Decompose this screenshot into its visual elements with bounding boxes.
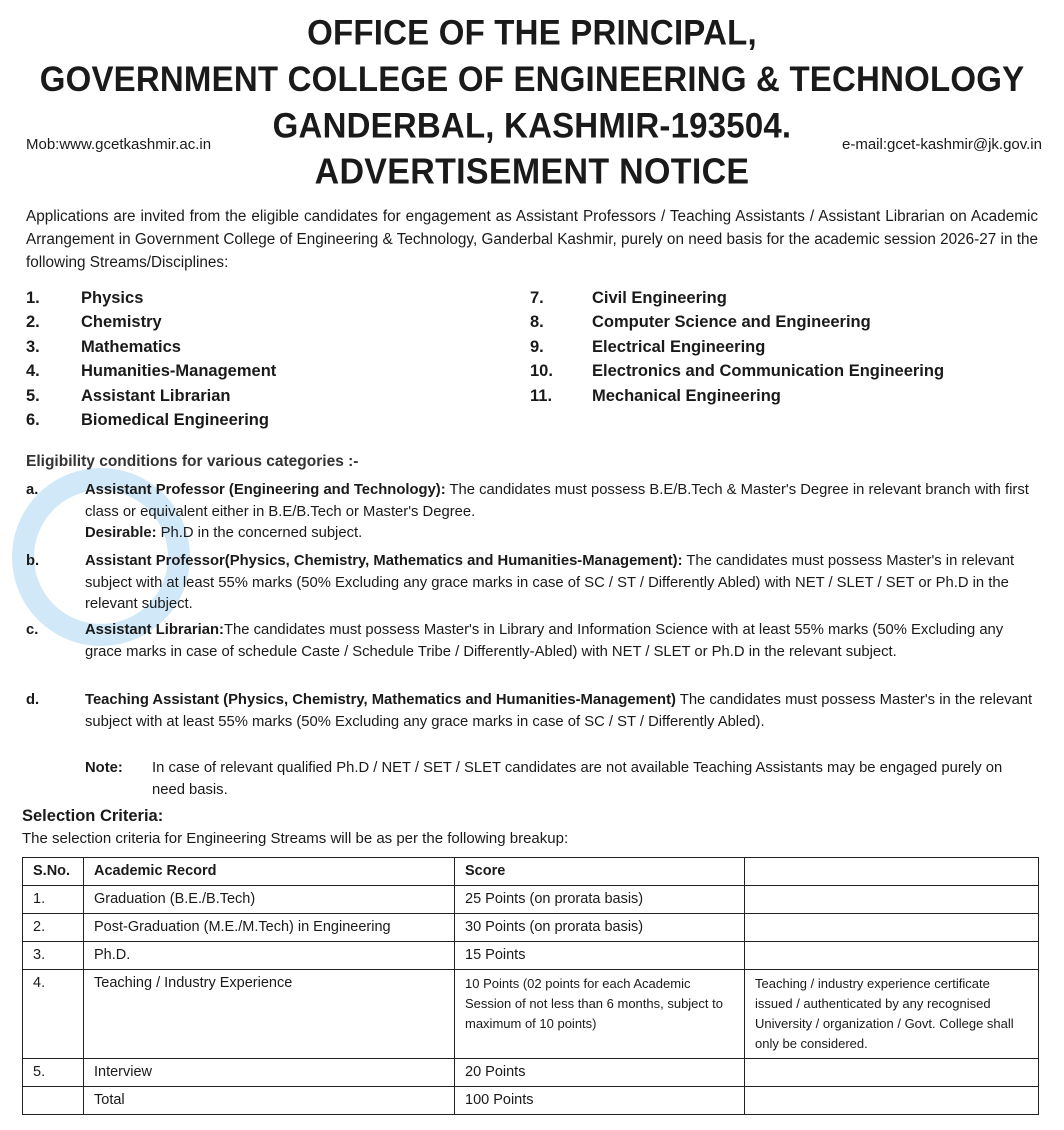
table-row [23, 942, 1039, 970]
cell-score: 10 Points (02 points for each Academic Session of not less than 6 months, subject to maximum of 10 points) [455, 970, 745, 1059]
cell-score: 25 Points (on prorata basis) [455, 886, 745, 914]
cell-sno: 1. [23, 886, 84, 914]
eligibility-heading: Eligibility conditions for various categories :- [26, 453, 359, 470]
table-header-row [23, 858, 1039, 886]
stream-number: 4. [26, 362, 40, 381]
stream-number: 11. [530, 386, 553, 405]
stream-name: Electronics and Communication Engineering [592, 362, 945, 381]
email-address: e-mail:gcet-kashmir@jk.gov.in [841, 136, 1042, 153]
item-text: The candidates must possess B.E/B.Tech & Master's Degree in relevant branch with first class or equivalent either in B.E/B.Tech or Master's Degree. [85, 482, 1029, 520]
stream-name: Electrical Engineering [592, 337, 766, 356]
table-row [23, 1059, 1039, 1087]
cell-record: Interview [84, 1059, 455, 1087]
stream-name: Humanities-Management [81, 362, 277, 381]
cell-record: Ph.D. [84, 942, 455, 970]
stream-item [530, 286, 944, 311]
cell-score: 100 Points [455, 1087, 745, 1115]
office-line-2: GOVERNMENT COLLEGE OF ENGINEERING & TECHNOLOGY [39, 58, 1025, 99]
table-row [23, 970, 1039, 1059]
column-header: Score [455, 858, 745, 886]
item-title: Assistant Professor(Physics, Chemistry, Mathematics and Humanities-Management): [85, 553, 683, 569]
cell-remark: Teaching / industry experience certificate issued / authenticated by any recognised University / organization / Govt. College shall only be considered. [745, 970, 1039, 1059]
streams-left-column [26, 286, 276, 433]
stream-number: 2. [26, 313, 40, 332]
column-header: Academic Record [84, 858, 455, 886]
cell-sno [23, 1087, 84, 1115]
selection-heading: Selection Criteria: [22, 807, 164, 825]
stream-name: Chemistry [81, 313, 162, 332]
stream-item [530, 384, 944, 409]
item-text: The candidates must possess Master's in relevant subject with at least 55% marks (50% Excluding any grace marks in case of SC / ST / Differently Abled) with NET / SLET / SET or Ph.D in the relevant subject. [85, 553, 1015, 612]
stream-number: 5. [26, 386, 40, 405]
cell-score: 20 Points [455, 1059, 745, 1087]
stream-name: Assistant Librarian [81, 386, 231, 405]
table-row [23, 914, 1039, 942]
stream-number: 6. [26, 411, 40, 430]
stream-name: Civil Engineering [592, 288, 727, 307]
stream-item [26, 360, 276, 385]
stream-number: 3. [26, 337, 40, 356]
note-text: In case of relevant qualified Ph.D / NET / SET / SLET candidates are not available Teaching Assistants may be engaged purely on need basis. [152, 760, 1003, 798]
item-letter: c. [26, 622, 39, 638]
note-block [85, 758, 1015, 801]
stream-item [26, 335, 276, 360]
stream-number: 1. [26, 288, 40, 307]
stream-name: Biomedical Engineering [81, 411, 269, 430]
cell-sno: 3. [23, 942, 84, 970]
stream-item [530, 311, 944, 336]
desirable-label: Desirable: [85, 525, 157, 541]
column-header: S.No. [23, 858, 84, 886]
stream-number: 9. [530, 337, 544, 356]
office-line-1: OFFICE OF THE PRINCIPAL, [307, 12, 757, 53]
stream-item [26, 311, 276, 336]
eligibility-item-c [26, 620, 1038, 663]
selection-criteria-table [22, 857, 1039, 1115]
item-title: Teaching Assistant (Physics, Chemistry, Mathematics and Humanities-Management) [85, 692, 676, 708]
item-title: Assistant Librarian: [85, 622, 224, 638]
column-header [745, 858, 1039, 886]
cell-record: Post-Graduation (M.E./M.Tech) in Engineering [84, 914, 455, 942]
cell-remark [745, 886, 1039, 914]
eligibility-item-b [26, 551, 1038, 616]
office-line-3: GANDERBAL, KASHMIR-193504. [272, 104, 792, 145]
cell-remark [745, 1059, 1039, 1087]
notice-title: ADVERTISEMENT NOTICE [314, 152, 750, 192]
item-text: The candidates must possess Master's in Library and Information Science with at least 55% marks (50% Excluding any grace marks in case of schedule Caste / Schedule Tribe / Differently-Abled) with NET / SLET or Ph.D in the relevant subject. [85, 622, 1004, 660]
cell-score: 30 Points (on prorata basis) [455, 914, 745, 942]
cell-record: Graduation (B.E./B.Tech) [84, 886, 455, 914]
cell-sno: 4. [23, 970, 84, 1059]
streams-right-column [530, 286, 944, 409]
cell-remark [745, 1087, 1039, 1115]
stream-name: Physics [81, 288, 144, 307]
item-letter: a. [26, 482, 39, 498]
cell-sno: 2. [23, 914, 84, 942]
table-row [23, 886, 1039, 914]
item-text: The candidates must possess Master's in the relevant subject with at least 55% marks (50% Excluding any grace marks in case of SC / ST / Differently Abled). [85, 692, 1033, 730]
stream-name: Computer Science and Engineering [592, 313, 871, 332]
stream-name: Mathematics [81, 337, 181, 356]
stream-name: Mechanical Engineering [592, 386, 781, 405]
cell-record: Total [84, 1087, 455, 1115]
desirable-text: Ph.D in the concerned subject. [156, 525, 363, 541]
item-letter: d. [26, 692, 40, 708]
selection-subtext: The selection criteria for Engineering Streams will be as per the following breakup: [22, 830, 569, 847]
item-title: Assistant Professor (Engineering and Technology): [85, 482, 446, 498]
stream-item [530, 335, 944, 360]
cell-sno: 5. [23, 1059, 84, 1087]
mobile-website: Mob:www.gcetkashmir.ac.in [26, 136, 212, 153]
stream-item [26, 409, 276, 434]
stream-number: 8. [530, 313, 544, 332]
table-row-total [23, 1087, 1039, 1115]
cell-score: 15 Points [455, 942, 745, 970]
stream-item [26, 286, 276, 311]
stream-item [530, 360, 944, 385]
stream-item [26, 384, 276, 409]
cell-remark [745, 914, 1039, 942]
intro-paragraph: Applications are invited from the eligible candidates for engagement as Assistant Professors / Teaching Assistants / Assistant Librarian on Academic Arrangement in Government College of Engineering & Technology, Ganderbal Kashmir, purely on need basis for the academic session 2026-27 in the following Streams/Disciplines: [26, 208, 1038, 271]
note-label: Note: [85, 760, 123, 776]
cell-record: Teaching / Industry Experience [84, 970, 455, 1059]
item-letter: b. [26, 553, 40, 569]
eligibility-item-d [26, 690, 1038, 733]
stream-number: 7. [530, 288, 544, 307]
stream-number: 10. [530, 362, 553, 381]
cell-remark [745, 942, 1039, 970]
contact-row [26, 136, 1042, 153]
office-header [0, 9, 1064, 148]
eligibility-item-a [26, 480, 1038, 545]
